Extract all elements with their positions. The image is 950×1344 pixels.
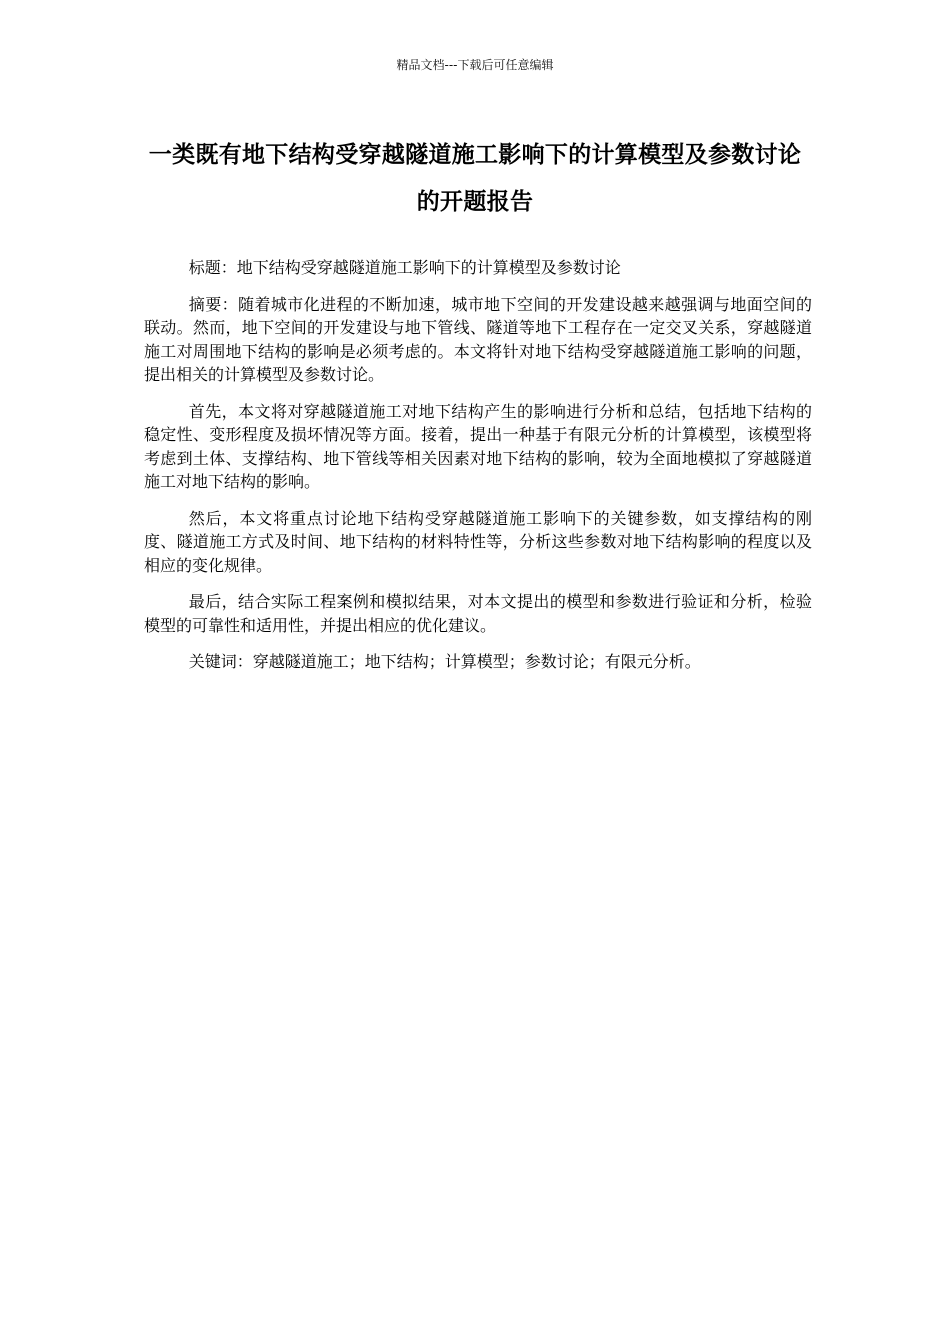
paragraph-abstract: 摘要：随着城市化进程的不断加速，城市地下空间的开发建设越来越强调与地面空间的联动。然而，地下空间的开发建设与地下管线、隧道等地下工程存在一定交叉关系，穿越隧道施工对周围地下结构的影响是必须考虑的。本文将针对地下结构受穿越隧道施工影响的问题，提出相关的计算模型及参数讨论。	[144, 294, 812, 384]
paragraph-then: 然后，本文将重点讨论地下结构受穿越隧道施工影响下的关键参数，如支撑结构的刚度、隧道施工方式及时间、地下结构的材料特性等，分析这些参数对地下结构影响的程度以及相应的变化规律。	[144, 508, 812, 575]
header-note: 精品文档---下载后可任意编辑	[396, 58, 554, 72]
paragraph-finally: 最后，结合实际工程案例和模拟结果，对本文提出的模型和参数进行验证和分析，检验模型的可靠性和适用性，并提出相应的优化建议。	[144, 592, 812, 635]
paragraph-title-line: 标题：地下结构受穿越隧道施工影响下的计算模型及参数讨论	[188, 258, 621, 277]
document-body	[144, 256, 812, 687]
paragraph-first: 首先，本文将对穿越隧道施工对地下结构产生的影响进行分析和总结，包括地下结构的稳定性、变形程度及损坏情况等方面。接着，提出一种基于有限元分析的计算模型，该模型将考虑到土体、支撑结构、地下管线等相关因素对地下结构的影响，较为全面地模拟了穿越隧道施工对地下结构的影响。	[144, 401, 812, 491]
document-title: 一类既有地下结构受穿越隧道施工影响下的计算模型及参数讨论的开题报告	[148, 142, 802, 215]
paragraph-keywords: 关键词：穿越隧道施工；地下结构；计算模型；参数讨论；有限元分析。	[188, 652, 701, 671]
